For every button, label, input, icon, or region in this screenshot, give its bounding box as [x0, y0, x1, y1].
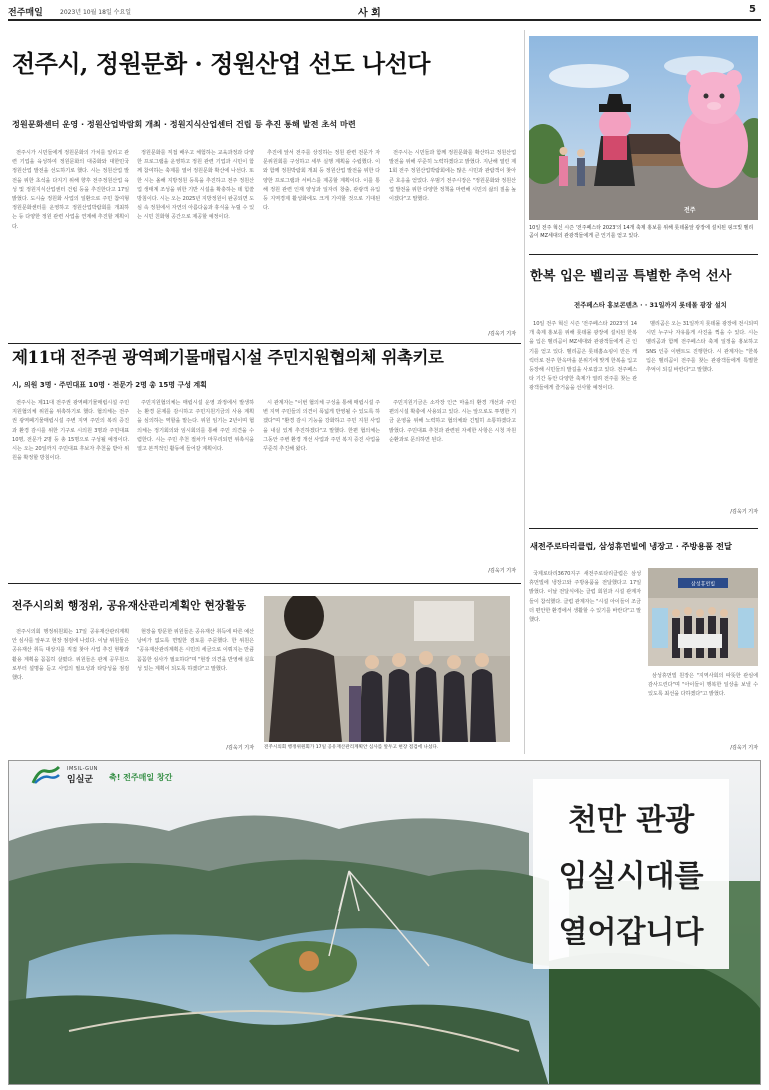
masthead-paper-name: 전주매일	[8, 8, 43, 18]
article1-col4-text: 전주시는 시민들과 함께 정원문화를 확산하고 정원산업 발전을 위해 꾸준히 노력하겠다고 밝혔다. 지난해 열린 제1회 전주 정원산업박람회에는 많은 시민과 관람객이 찾아 큰 호응을 얻었다. 우범기 전주시장은 "정원문화와 정원산업 발전을 위한 다양한 정책을 마련해 시민의 삶의 질을 높이겠다"고 말했다.	[389, 150, 516, 203]
imsil-greeting: 축! 전주매일 창간	[109, 773, 173, 782]
article3-col2	[137, 628, 254, 744]
article5-col2-text: 삼성휴먼빌 원장은 "지역사회의 따뜻한 관심에 감사드린다"며 "아이들이 행복한 일상을 보낼 수 있도록 최선을 다하겠다"고 밝혔다.	[648, 673, 758, 698]
article2-bottom-rule	[8, 583, 521, 584]
imsil-logo-icon	[31, 765, 61, 785]
article1-col2-text: 정원문화를 직접 배우고 체험하는 교육과정과 다양한 프로그램을 운영하고 정원 관련 기업과 시민이 함께 참여하는 축제를 열어 정원문화 확산에 나선다. 또한 시는 올해 지방정원 등록을 추진하고 전주 정원산업 생태계 조성을 위한 기반 시설을 확충하는 데 힘쓸 방침이다. 시는 오는 2025년 지방정원이 완공되면 도심 속 정원에서 자연의 아름다움과 휴식을 누릴 수 있는 시민 친화형 공간으로 제공할 예정이다.	[137, 150, 254, 221]
article2-col3-text: 시 관계자는 "이번 협의체 구성을 통해 매립시설 주변 지역 주민들의 의견이 폭넓게 반영될 수 있도록 하겠다"며 "환경 감시 기능을 강화하고 주민 지원 사업을 내실 있게 추진하겠다"고 말했다. 한편 협의체는 그동안 주변 환경 개선 사업과 주민 복지 증진 사업을 꾸준히 추진해 왔다.	[263, 400, 380, 453]
article4-col1-text: 10일 전주 혁신 시즌 '전주페스타 2023'의 14개 축제 홍보를 위해 롯데몰 광장에 설치된 한복을 입은 벨리곰이 MZ세대와 관광객들에게 큰 인기를 얻고 있다. 벨리곰은 롯데홈쇼핑이 만든 캐릭터로 전주 한옥마을 분위기에 맞게 한복을 입고 등장해 시민들의 발길을 사로잡고 있다. 전주페스타 기간 동안 다양한 축제가 열려 전주를 찾는 관광객들에게 즐거움을 선사할 예정이다.	[529, 321, 637, 392]
page-number: 5	[749, 4, 756, 15]
article2-col4	[389, 399, 516, 567]
article1-col3	[263, 149, 380, 339]
section-title: 사 회	[358, 8, 381, 19]
article1-byline: /김욱기 기자	[488, 331, 516, 337]
article1-subhead: 정원문화센터 운영 · 정원산업박람회 개최 · 정원지식산업센터 건립 등 추진 통해 발전 초석 마련	[12, 119, 356, 129]
column-separator	[524, 30, 525, 754]
donation-illustration	[648, 568, 758, 666]
imsil-logo	[31, 765, 61, 785]
article1-col1	[12, 149, 129, 339]
article4-subhead: 전주페스타 홍보콘텐츠 · · 31일까지 롯데몰 광장 설치	[574, 301, 727, 309]
masthead	[8, 4, 761, 18]
article5-col2	[648, 672, 758, 744]
article5-col1-text: 국제로타리3670지구 새전주로타리클럽은 삼성휴먼빌에 냉장고와 주방용품을 전달했다고 17일 밝혔다. 이날 전달식에는 클럽 회원과 시설 관계자들이 참석했다. 클럽 관계자는 "시설 아이들이 조금 더 편안한 환경에서 생활할 수 있기를 바란다"고 말했다.	[529, 571, 641, 624]
imsil-ad	[8, 760, 761, 1085]
article2-col1-text: 전주시는 제11대 전주권 광역폐기물매립시설 주민지원협의체 위원을 위촉하기로 했다. 협의체는 전주권 광역폐기물매립시설 주변 지역 주민의 복리 증진과 환경 감시를 위한 기구로 시의원 3명과 주민대표 10명, 전문가 2명 등 총 15명으로 구성될 예정이다. 시는 오는 20일까지 주민대표 후보자 추천을 받아 위원을 확정할 방침이다.	[12, 400, 129, 462]
article3-col1-text: 전주시의회 행정위원회는 17일 공유재산관리계획안 심사를 앞두고 현장 점검에 나섰다. 이날 위원들은 공유재산 취득 대상지를 직접 찾아 사업 추진 현황과 활용 계획을 꼼꼼히 살폈다. 위원들은 관계 공무원으로부터 설명을 듣고 사업의 필요성과 타당성을 점검했다.	[12, 629, 129, 682]
article1-col3-text: 추진에 앞서 전주를 상징하는 정원 관련 전문가 자문위원회를 구성하고 세부 실행 계획을 수립했다. 이와 함께 정원박람회 개최 등 정원산업 발전을 위한 다양한 프로그램과 서비스를 제공할 계획이다. 이를 통해 정원 관련 인재 양성과 일자리 창출, 관광객 유입 등 지역경제 활성화에도 크게 기여할 것으로 기대된다.	[263, 150, 380, 212]
donation-sign-text: 삼성휴먼빌	[690, 581, 716, 588]
article4-headline: 한복 입은 벨리곰 특별한 추억 선사	[530, 269, 732, 284]
article3-headline: 전주시의회 행정위, 공유재산관리계획안 현장활동	[12, 599, 247, 612]
article5-col1	[529, 570, 641, 750]
article4-top-rule	[529, 254, 758, 255]
bellygom-illustration	[529, 36, 758, 220]
article5-headline: 새전주로타리클럽, 삼성휴먼빌에 냉장고 · 주방용품 전달	[530, 541, 732, 551]
imsil-slogan-box	[533, 779, 729, 969]
article2-col2	[137, 399, 254, 577]
imsil-brand: 임실군	[67, 775, 94, 785]
bellygom-photo-label: 전주	[684, 207, 696, 214]
article2-headline: 제11대 전주권 광역폐기물매립시설 주민지원협의체 위촉키로	[12, 347, 444, 367]
article1-col2	[137, 149, 254, 339]
article3-col1	[12, 628, 129, 754]
article2-col3	[263, 399, 380, 577]
article1-col1-text: 전주시가 시민들에게 정원문화의 가치를 알리고 관련 기업을 육성하여 정원문화의 대중화와 대한민국 정원산업 발전을 선도하기로 했다. 시는 정원산업 발전을 위한 초석을 다지기 위해 향후 전주정원산업 육성 및 정원지식산업센터 건립 등을 추진한다고 17일 밝혔다. 도시숲 정원화 사업의 일환으로 주민 참여형 정원문화센터를 운영하고 정원산업박람회를 개최하는 등 다양한 정원 관련 사업을 연계해 추진할 계획이다.	[12, 150, 129, 230]
imsil-brand-roman: IMSIL-GUN	[67, 766, 98, 772]
bellygom-photo	[529, 36, 758, 220]
article3-byline: /김욱기 기자	[226, 745, 254, 751]
imsil-slogan-line-1: 천만 관광	[567, 803, 695, 838]
article4-byline: /김욱기 기자	[730, 509, 758, 515]
article1-col4	[389, 149, 516, 331]
masthead-rule	[8, 19, 761, 21]
article3-col2-text: 현장을 방문한 위원들은 공유재산 취득에 따른 예산 낭비가 없도록 면밀한 검토를 주문했다. 한 위원은 "공유재산관리계획은 시민의 세금으로 이뤄지는 만큼 꼼꼼한 심사가 필요하다"며 "현장 의견을 반영해 실효성 있는 계획이 되도록 하겠다"고 말했다.	[137, 629, 254, 672]
council-inspection-illustration	[264, 596, 510, 742]
bellygom-photo-caption: 10일 전주 혁신 시즌 '전주페스타 2023'의 14개 축제 홍보를 위해 롯데몰앞 광장에 설치된 핑크빛 벨리곰이 MZ세대의 관광객들에게 큰 인기를 얻고 있다.	[529, 225, 754, 239]
article2-subhead: 시, 의원 3명 · 주민대표 10명 · 전문가 2명 총 15명 구성 계획	[12, 381, 207, 389]
article2-col4-text: 주민지원기금은 소각장 인근 마을의 환경 개선과 주민 편의시설 확충에 사용되고 있다. 시는 앞으로도 투명한 기금 운영을 위해 노력하고 협의체와 긴밀히 소통하겠다고 밝혔다. 주민대표 추천과 관련된 자세한 사항은 시청 자원순환과로 문의하면 된다.	[389, 400, 516, 443]
article4-bottom-rule	[529, 528, 758, 529]
article5-byline: /김욱기 기자	[730, 745, 758, 751]
article4-col2	[646, 320, 758, 508]
article2-col1	[12, 399, 129, 577]
council-photo-caption: 전주시의회 행정위원회가 17일 공유재산관리계획안 심사를 앞두고 현장 점검에 나섰다.	[264, 745, 439, 750]
article1-headline: 전주시, 정원문화 · 정원산업 선도 나선다	[12, 49, 430, 78]
article4-col1	[529, 320, 637, 528]
article2-col2-text: 주민지원협의체는 매립시설 운영 과정에서 발생하는 환경 문제를 감시하고 주민지원기금의 사용 계획을 심의하는 역할을 맡는다. 위원 임기는 2년이며 협의체는 정기회의와 임시회의를 통해 주민 의견을 수렴한다. 시는 주민 추천 절차가 마무리되면 위촉식을 열고 본격적인 활동에 들어갈 계획이다.	[137, 400, 254, 453]
article4-col2-text: 벨리곰은 오는 31일까지 롯데몰 광장에 전시되며 시민 누구나 자유롭게 사진을 찍을 수 있다. 시는 벨리곰과 함께 전주페스타 축제 일정을 홍보하고 SNS 인증 이벤트도 진행한다. 시 관계자는 "한복 입은 벨리곰이 전주를 찾는 관광객들에게 특별한 추억이 되길 바란다"고 말했다.	[646, 321, 758, 374]
article2-byline: /김욱기 기자	[488, 568, 516, 574]
imsil-slogan-line-2: 임실시대를	[558, 859, 704, 894]
masthead-date: 2023년 10월 18일 수요일	[60, 9, 132, 16]
donation-photo	[648, 568, 758, 666]
imsil-slogan-line-3: 열어갑니다	[558, 915, 704, 950]
council-inspection-photo	[264, 596, 510, 742]
